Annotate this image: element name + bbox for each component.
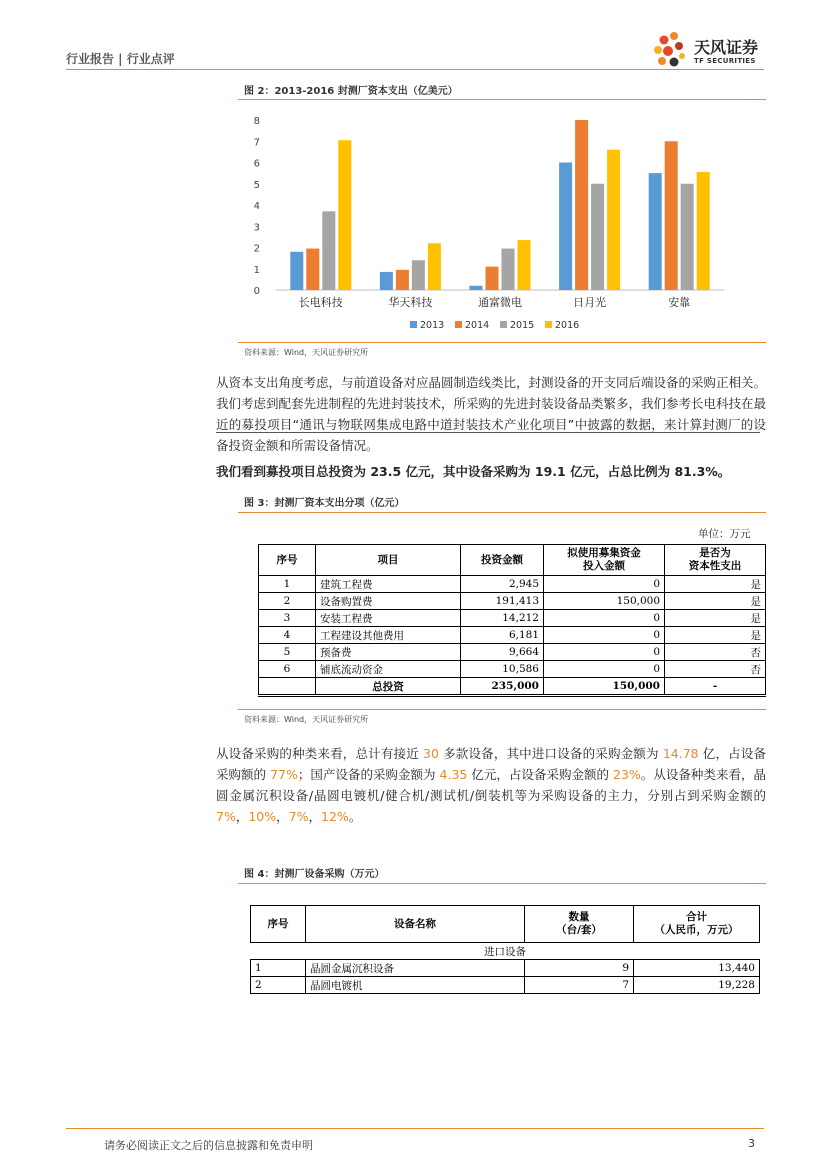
table-total-row [259, 678, 766, 696]
bar-2016-2 [518, 240, 531, 290]
legend-swatch-2016 [545, 321, 552, 328]
bar-2016-4 [697, 172, 710, 290]
cell-capital-expense: 是 [665, 576, 766, 593]
bar-2014-1 [396, 270, 409, 290]
brand-name-en: TF SECURITIES [694, 57, 756, 65]
cell-quantity: 9 [525, 960, 634, 977]
cell-item: 设备购置费 [316, 593, 461, 610]
cell-item: 工程建设其他费用 [316, 627, 461, 644]
figure3-source: 资料来源：Wind，天风证券研究所 [244, 715, 369, 724]
table-header-row [251, 906, 760, 943]
figure2-source: 资料来源：Wind，天风证券研究所 [244, 348, 369, 357]
cell-total: 13,440 [634, 960, 760, 977]
table-row [259, 644, 766, 661]
cell-equipment-name: 晶圆金属沉积设备 [306, 960, 525, 977]
cell-capital-expense: 是 [665, 593, 766, 610]
figure2-title-rule [238, 99, 766, 100]
legend-swatch-2013 [410, 321, 417, 328]
figure3-title: 图 3：封测厂资本支出分项（亿元） [244, 498, 405, 509]
brand-name-cn: 天风证券 [694, 38, 759, 57]
cell-item: 铺底流动资金 [316, 661, 461, 678]
cell-item: 预备费 [316, 644, 461, 661]
cell-capital-expense: 否 [665, 661, 766, 678]
table-row [259, 576, 766, 593]
y-tick-label: 1 [253, 264, 260, 276]
bar-2013-3 [559, 163, 572, 291]
legend-label-2015: 2015 [510, 320, 535, 331]
figure4-title-rule [238, 883, 766, 884]
body-paragraph-2: 我们看到募投项目总投资为 23.5 亿元，其中设备采购为 19.1 亿元，占总比例为 81.3%。 [216, 464, 731, 479]
body-paragraph-1: 从资本支出角度考虑，与前道设备对应晶圆制造线类比，封测设备的开支同后端设备的采购正相关。我们考虑到配套先进制程的先进封装技术，所采购的先进封装设备品类繁多，我们参考长电科技在最近的募投项目“通讯与物联网集成电路中道封装技术产业化项目”中披露的数据，来计算封测厂的设备投资金额和所需设备情况。 [216, 375, 767, 453]
x-tick-label: 华天科技 [388, 296, 433, 309]
capex-bar-chart [238, 104, 766, 342]
legend-label-2013: 2013 [420, 320, 445, 331]
header-divider [66, 69, 764, 70]
bar-2014-2 [486, 267, 499, 290]
x-tick-label: 日月光 [573, 296, 607, 309]
bar-2015-0 [322, 211, 335, 290]
bar-2014-3 [575, 120, 588, 290]
y-tick-label: 7 [253, 137, 260, 149]
figure4-title: 图 4：封测厂设备采购（万元） [244, 869, 385, 880]
cell-raised-funds: 0 [544, 661, 665, 678]
y-tick-label: 2 [253, 243, 260, 255]
cell-index: 1 [259, 576, 316, 593]
cell-index: 4 [259, 627, 316, 644]
bar-2014-0 [306, 249, 319, 290]
cell-capital-expense: 是 [665, 610, 766, 627]
y-tick-label: 3 [253, 222, 260, 234]
legend-swatch-2015 [500, 321, 507, 328]
table-row [259, 610, 766, 627]
table-row [259, 627, 766, 644]
table-row [259, 593, 766, 610]
x-tick-label: 安靠 [668, 296, 691, 309]
bar-2016-1 [428, 243, 441, 290]
y-tick-label: 6 [253, 158, 260, 170]
bar-2013-0 [290, 252, 303, 290]
figure3-title-rule [238, 512, 766, 513]
cell-item: 建筑工程费 [316, 576, 461, 593]
capex-breakdown-table [258, 544, 766, 697]
col-header-raised-funds: 拟使用募集资金 投入金额 [544, 545, 665, 576]
equipment-purchase-table [250, 905, 760, 994]
cell-investment: 191,413 [461, 593, 544, 610]
col-header-equipment-name: 设备名称 [306, 906, 525, 943]
cell-raised-funds: 150,000 [544, 593, 665, 610]
bar-2013-4 [649, 173, 662, 290]
cell-total: 19,228 [634, 977, 760, 994]
table-header-row [259, 545, 766, 576]
legend-swatch-2014 [455, 321, 462, 328]
col-header-total: 合计 （人民币，万元） [634, 906, 760, 943]
legend-label-2014: 2014 [465, 320, 490, 331]
table-row [251, 977, 760, 994]
col-header-capital-expense: 是否为 资本性支出 [665, 545, 766, 576]
bar-2015-1 [412, 260, 425, 290]
figure2-bottom-rule [238, 342, 766, 343]
body-paragraph-3: 从设备采购的种类来看，总计有接近 30 多款设备，其中进口设备的采购金额为 14.78 亿，占设备采购额的 77%；国产设备的采购金额为 4.35 亿元，占设备采购金额的 23%。从设备种类来看，晶圆金属沉积设备/晶圆电镀机/健合机/测试机/倒装机等为采购设备的主力，分别占到采购金额的 7%，10%，7%，12%。 [216, 746, 766, 824]
bar-2016-3 [607, 150, 620, 290]
bar-2016-0 [338, 140, 351, 290]
cell-index: 1 [251, 960, 306, 977]
cell-raised-funds: 0 [544, 576, 665, 593]
cell-index: 2 [259, 593, 316, 610]
header-section: 行业报告 | 行业点评 [66, 52, 175, 66]
cell-raised-funds: 0 [544, 627, 665, 644]
cell-item: 安装工程费 [316, 610, 461, 627]
col-header-index: 序号 [251, 906, 306, 943]
cell-raised-funds: 0 [544, 610, 665, 627]
bar-2015-4 [681, 184, 694, 290]
cell-investment: 2,945 [461, 576, 544, 593]
group-label: 进口设备 [251, 943, 760, 960]
cell-investment: 14,212 [461, 610, 544, 627]
bar-2013-2 [470, 286, 483, 290]
cell-capital-expense: 是 [665, 627, 766, 644]
cell-total-raised: 150,000 [544, 678, 665, 696]
bar-2015-2 [502, 249, 515, 290]
legend-label-2016: 2016 [555, 320, 580, 331]
table-row [259, 661, 766, 678]
footer-disclaimer: 请务必阅读正文之后的信息披露和免责申明 [104, 1139, 313, 1152]
table-row [251, 960, 760, 977]
footer-divider [66, 1128, 764, 1129]
col-header-investment: 投资金额 [461, 545, 544, 576]
x-tick-label: 通富微电 [478, 296, 522, 309]
cell-index: 6 [259, 661, 316, 678]
cell-total-flag: - [665, 678, 766, 696]
cell-investment: 6,181 [461, 627, 544, 644]
cell-quantity: 7 [525, 977, 634, 994]
figure2-title: 图 2：2013-2016 封测厂资本支出（亿美元） [244, 86, 458, 97]
col-header-quantity: 数量 （台/套） [525, 906, 634, 943]
y-tick-label: 8 [253, 116, 260, 127]
col-header-item: 项目 [316, 545, 461, 576]
underline-rule [216, 432, 760, 433]
bar-2013-1 [380, 272, 393, 290]
bar-2015-3 [591, 184, 604, 290]
y-tick-label: 4 [253, 201, 260, 212]
cell-total-investment: 235,000 [461, 678, 544, 696]
y-tick-label: 0 [253, 286, 260, 297]
figure3-unit: 单位：万元 [698, 528, 751, 540]
x-tick-label: 长电科技 [298, 296, 343, 309]
cell-index: 5 [259, 644, 316, 661]
bar-2014-4 [665, 141, 678, 290]
group-row [251, 943, 760, 960]
cell-index: 3 [259, 610, 316, 627]
cell-investment: 10,586 [461, 661, 544, 678]
cell-total-label: 总投资 [316, 678, 461, 696]
cell-raised-funds: 0 [544, 644, 665, 661]
cell-empty [259, 678, 316, 696]
cell-investment: 9,664 [461, 644, 544, 661]
col-header-index: 序号 [259, 545, 316, 576]
cell-index: 2 [251, 977, 306, 994]
figure3-bottom-rule [238, 709, 766, 710]
cell-equipment-name: 晶圆电镀机 [306, 977, 525, 994]
y-tick-label: 5 [253, 179, 260, 191]
page-number: 3 [748, 1137, 755, 1150]
cell-capital-expense: 否 [665, 644, 766, 661]
